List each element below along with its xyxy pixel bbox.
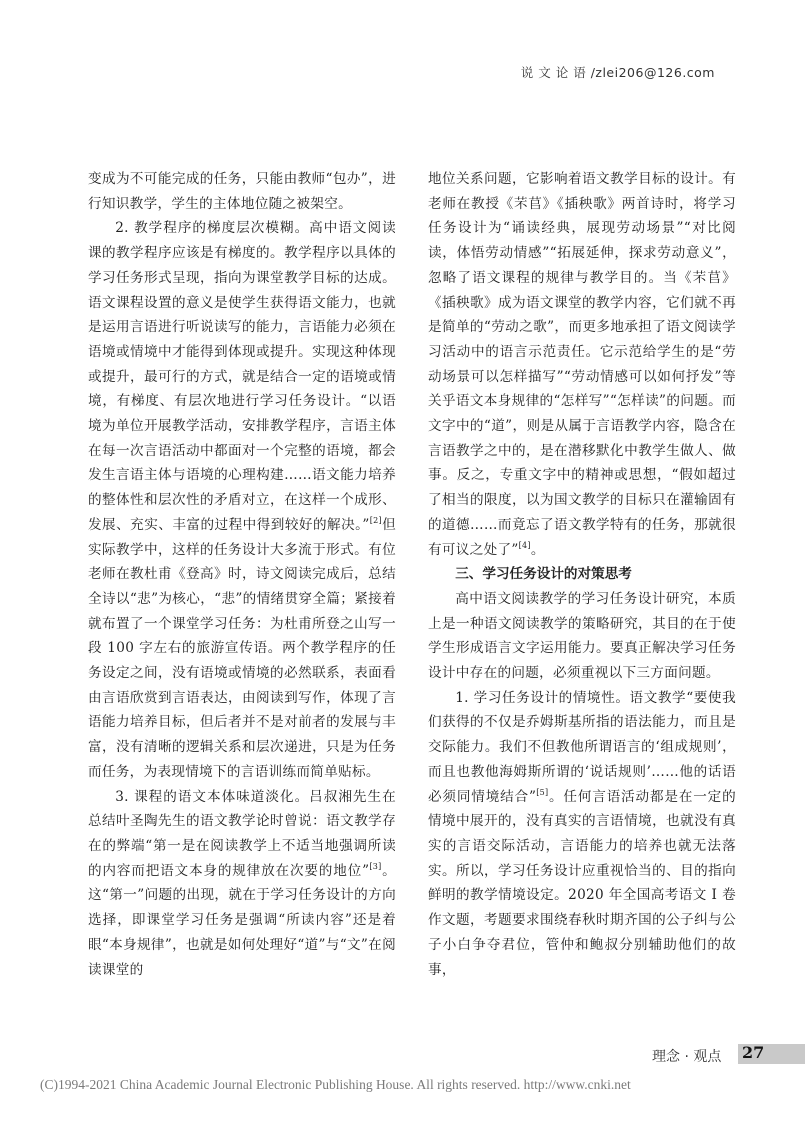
paragraph: 变成为不可能完成的任务，只能由教师“包办”，进行知识教学，学生的主体地位随之被架空。: [88, 171, 396, 212]
section-heading: 三、学习任务设计的对策思考: [455, 566, 632, 583]
paragraph: [428, 167, 736, 562]
paragraph: 高中语文阅读教学的学习任务设计研究，本质上是一种语文阅读教学的策略研究，其目的在于使学生形成语言文字运用能力。要真正解决学习任务设计中存在的问题，必须重视以下三方面问题。: [428, 590, 736, 682]
right-column: [428, 167, 736, 982]
citation: [5]: [536, 787, 549, 797]
paragraph-text: 2. 教学程序的梯度层次模糊。高中语文阅读课的教学程序应该是有梯度的。教学程序以具体的学习任务形式呈现，指向为课堂教学目标的达成。语文课程设置的意义是使学生获得语文能力，也就是运用言语进行听说读写的能力，言语能力必须在语境或情境中才能得到体现或提升。实现这种体现或提升，最可行的方式，就是结合一定的语境或情境，有梯度、有层次地进行学习任务设计。“以语境为单位开展教学活动，安排教学程序，言语主体在每一次言语活动中都面对一个完整的语境，都会发生言语主体与语境的心理构建……语文能力培养的整体性和层次性的矛盾对立，在这样一个成形、发展、充实、丰富的过程中得到较好的解决。”: [88, 220, 396, 533]
section-label: 理念 · 观点: [652, 1049, 722, 1065]
citation: [2]: [369, 515, 382, 525]
paragraph: [428, 686, 736, 982]
citation: [4]: [518, 540, 531, 550]
citation: [3]: [369, 861, 382, 871]
running-header: 说 文 论 语 /zlei206@126.com: [520, 65, 715, 80]
left-column: [88, 167, 396, 982]
paragraph-text: 3. 课程的语文本体味道淡化。吕叔湘先生在总结叶圣陶先生的语文教学论时曾说：语文教学存在的弊端“第一是在阅读教学上不适当地强调所读的内容而把语文本身的规律放在次要的地位”: [88, 788, 396, 879]
page-number: 27: [742, 1043, 765, 1062]
paragraph-text: 1. 学习任务设计的情境性。语文教学“要使我们获得的不仅是乔姆斯基所指的语法能力，而且是交际能力。我们不但教他所谓语言的‘组成规则’，而且也教他海姆斯所谓的‘说话规则’……他的话语必须同情境结合”: [428, 689, 736, 805]
paragraph-text-continued: 。这“第一”问题的出现，就在于学习任务设计的方向选择，即课堂学习任务是强调“所读内容”还是着眼“本身规律”，也就是如何处理好“道”与“文”在阅读课堂的: [88, 862, 396, 978]
paragraph-text: 地位关系问题，它影响着语文教学目标的设计。有老师在教授《芣苢》《插秧歌》两首诗时，将学习任务设计为“诵读经典，展现劳动场景”“对比阅读，体悟劳动情感”“拓展延伸，探求劳动意义”，忽略了语文课程的规律与教学目的。当《芣苢》《插秧歌》成为语文课堂的教学内容，它们就不再是简单的“劳动之歌”，而更多地承担了语文阅读学习活动中的语言示范责任。它示范给学生的是“劳动场景可以怎样描写”“劳动情感可以如何抒发”等关乎语文本身规律的“怎样写”“怎样读”的问题。而文字中的“道”，则是从属于言语教学内容，隐含在言语教学之中的，是在潜移默化中教学生做人、做事。反之，专重文字中的精神或思想，“假如超过了相当的限度，以为国文教学的目标只在灌输固有的道德……而竟忘了语文教学特有的任务，那就很有可议之处了”: [428, 171, 736, 558]
copyright-notice: (C)1994-2021 China Academic Journal Electronic Publishing House. All rights reserved. http://www.cnki.net: [40, 1077, 631, 1092]
paragraph-text-continued: 但实际教学中，这样的任务设计大多流于形式。有位老师在教杜甫《登高》时，诗文阅读完成后，总结全诗以“悲”为核心，“悲”的情绪贯穿全篇；紧接着就布置了一个课堂学习任务：为杜甫所登之山写一段 100 字左右的旅游宣传语。两个教学程序的任务设定之间，没有语境或情境的必然联系，表面看由言语欣赏到言语表达，由阅读到写作，体现了言语能力培养目标，但后者并不是对前者的发展与丰富，没有清晰的逻辑关系和层次递进，只是为任务而任务，为表现情境下的言语训练而简单贴标。: [88, 516, 396, 780]
paragraph: [88, 785, 396, 983]
paragraph: [88, 216, 396, 784]
paragraph-text-continued: 。任何言语活动都是在一定的情境中展开的，没有真实的言语情境，也就没有真实的言语交际活动，言语能力的培养也就无法落实。所以，学习任务设计应重视恰当的、目的指向鲜明的教学情境设定。2020 年全国高考语文 Ⅰ 卷作文题，考题要求围绕春秋时期齐国的公子纠与公子小白争夺君位，管仲和鲍叔分别辅助他们的故事，: [428, 788, 736, 978]
paragraph-text-continued: 。: [530, 541, 545, 558]
